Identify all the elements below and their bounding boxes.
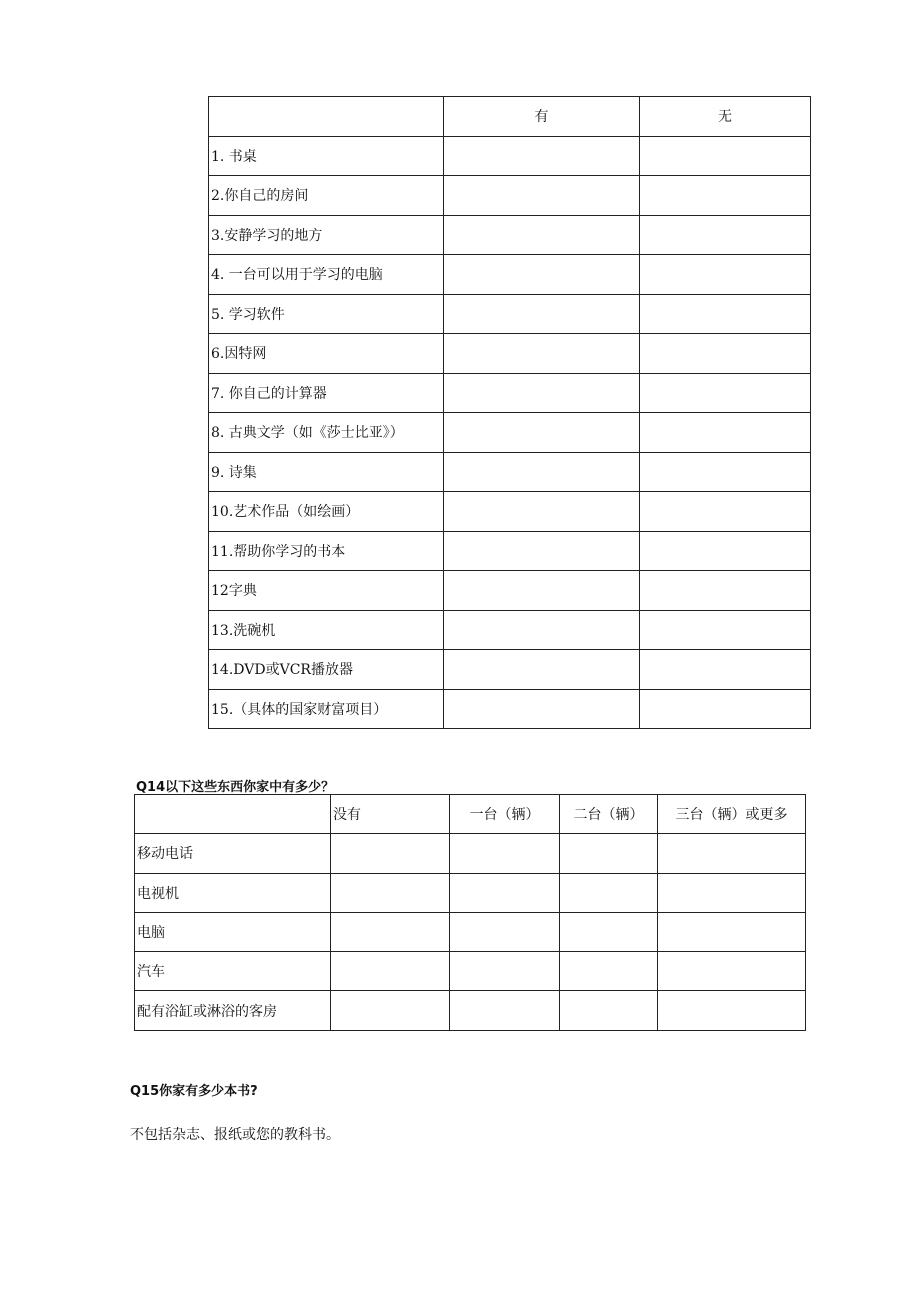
table-row [209, 334, 811, 374]
table-row [209, 571, 811, 611]
header-cell-three-or-more: 三台（辆）或更多 [658, 795, 806, 834]
header-cell-blank [135, 795, 331, 834]
answer-cell-two[interactable] [560, 952, 658, 991]
table-row [209, 689, 811, 729]
answer-cell-three-or-more[interactable] [658, 991, 806, 1030]
answer-cell-none[interactable] [331, 834, 450, 873]
answer-cell-three-or-more[interactable] [658, 952, 806, 991]
answer-cell-one[interactable] [450, 991, 560, 1030]
possessions-table [208, 96, 811, 729]
item-label: 14.DVD或VCR播放器 [209, 650, 444, 690]
item-label: 9. 诗集 [209, 452, 444, 492]
answer-cell-no[interactable] [640, 176, 811, 216]
table-row [209, 136, 811, 176]
answer-cell-yes[interactable] [444, 571, 640, 611]
answer-cell-yes[interactable] [444, 492, 640, 532]
item-label: 12字典 [209, 571, 444, 611]
table-row [135, 873, 806, 912]
item-label: 13.洗碗机 [209, 610, 444, 650]
table-row [209, 452, 811, 492]
answer-cell-yes[interactable] [444, 255, 640, 295]
answer-cell-yes[interactable] [444, 689, 640, 729]
answer-cell-three-or-more[interactable] [658, 912, 806, 951]
table-row [209, 373, 811, 413]
answer-cell-no[interactable] [640, 334, 811, 374]
item-label: 移动电话 [135, 834, 331, 873]
table-row [209, 294, 811, 334]
table-row [209, 531, 811, 571]
table-row [209, 610, 811, 650]
answer-cell-none[interactable] [331, 912, 450, 951]
answer-cell-none[interactable] [331, 952, 450, 991]
answer-cell-yes[interactable] [444, 531, 640, 571]
table-row [209, 650, 811, 690]
answer-cell-one[interactable] [450, 834, 560, 873]
answer-cell-no[interactable] [640, 136, 811, 176]
item-label: 10.艺术作品（如绘画） [209, 492, 444, 532]
item-label: 1. 书桌 [209, 136, 444, 176]
table-header-row [209, 97, 811, 137]
table-row [135, 991, 806, 1030]
item-label: 8. 古典文学（如《莎士比亚》） [209, 413, 444, 453]
answer-cell-no[interactable] [640, 531, 811, 571]
answer-cell-three-or-more[interactable] [658, 834, 806, 873]
answer-cell-two[interactable] [560, 834, 658, 873]
answer-cell-yes[interactable] [444, 334, 640, 374]
item-label: 4. 一台可以用于学习的电脑 [209, 255, 444, 295]
answer-cell-yes[interactable] [444, 136, 640, 176]
table-row [209, 413, 811, 453]
answer-cell-no[interactable] [640, 294, 811, 334]
header-cell-one: 一台（辆） [450, 795, 560, 834]
table-row [135, 834, 806, 873]
answer-cell-yes[interactable] [444, 650, 640, 690]
answer-cell-yes[interactable] [444, 373, 640, 413]
table-row [209, 255, 811, 295]
item-label: 11.帮助你学习的书本 [209, 531, 444, 571]
answer-cell-yes[interactable] [444, 610, 640, 650]
answer-cell-no[interactable] [640, 255, 811, 295]
answer-cell-two[interactable] [560, 991, 658, 1030]
answer-cell-one[interactable] [450, 952, 560, 991]
item-label: 5. 学习软件 [209, 294, 444, 334]
answer-cell-no[interactable] [640, 413, 811, 453]
table-row [209, 215, 811, 255]
answer-cell-no[interactable] [640, 571, 811, 611]
answer-cell-none[interactable] [331, 873, 450, 912]
answer-cell-one[interactable] [450, 873, 560, 912]
table-row [209, 492, 811, 532]
answer-cell-no[interactable] [640, 452, 811, 492]
header-cell-blank [209, 97, 444, 137]
household-count-table [134, 794, 806, 1031]
answer-cell-no[interactable] [640, 215, 811, 255]
answer-cell-yes[interactable] [444, 413, 640, 453]
item-label: 电脑 [135, 912, 331, 951]
answer-cell-three-or-more[interactable] [658, 873, 806, 912]
item-label: 7. 你自己的计算器 [209, 373, 444, 413]
q15-note: 不包括杂志、报纸或您的教科书。 [130, 1127, 340, 1143]
table-header-row [135, 795, 806, 834]
answer-cell-one[interactable] [450, 912, 560, 951]
header-cell-no: 无 [640, 97, 811, 137]
answer-cell-yes[interactable] [444, 452, 640, 492]
item-label: 配有浴缸或淋浴的客房 [135, 991, 331, 1030]
answer-cell-no[interactable] [640, 373, 811, 413]
header-cell-two: 二台（辆） [560, 795, 658, 834]
answer-cell-yes[interactable] [444, 176, 640, 216]
item-label: 6.因特网 [209, 334, 444, 374]
answer-cell-no[interactable] [640, 492, 811, 532]
header-cell-yes: 有 [444, 97, 640, 137]
item-label: 2.你自己的房间 [209, 176, 444, 216]
table-row [135, 952, 806, 991]
table-row [135, 912, 806, 951]
q15-question-title: Q15你家有多少本书? [130, 1084, 258, 1099]
q14-question-title: Q14以下这些东西你家中有多少？ [136, 780, 335, 795]
item-label: 汽车 [135, 952, 331, 991]
answer-cell-two[interactable] [560, 912, 658, 951]
answer-cell-no[interactable] [640, 689, 811, 729]
answer-cell-two[interactable] [560, 873, 658, 912]
item-label: 15.（具体的国家财富项目） [209, 689, 444, 729]
answer-cell-no[interactable] [640, 610, 811, 650]
header-cell-none: 没有 [331, 795, 450, 834]
answer-cell-yes[interactable] [444, 215, 640, 255]
answer-cell-yes[interactable] [444, 294, 640, 334]
table-row [209, 176, 811, 216]
item-label: 3.安静学习的地方 [209, 215, 444, 255]
item-label: 电视机 [135, 873, 331, 912]
answer-cell-no[interactable] [640, 650, 811, 690]
answer-cell-none[interactable] [331, 991, 450, 1030]
